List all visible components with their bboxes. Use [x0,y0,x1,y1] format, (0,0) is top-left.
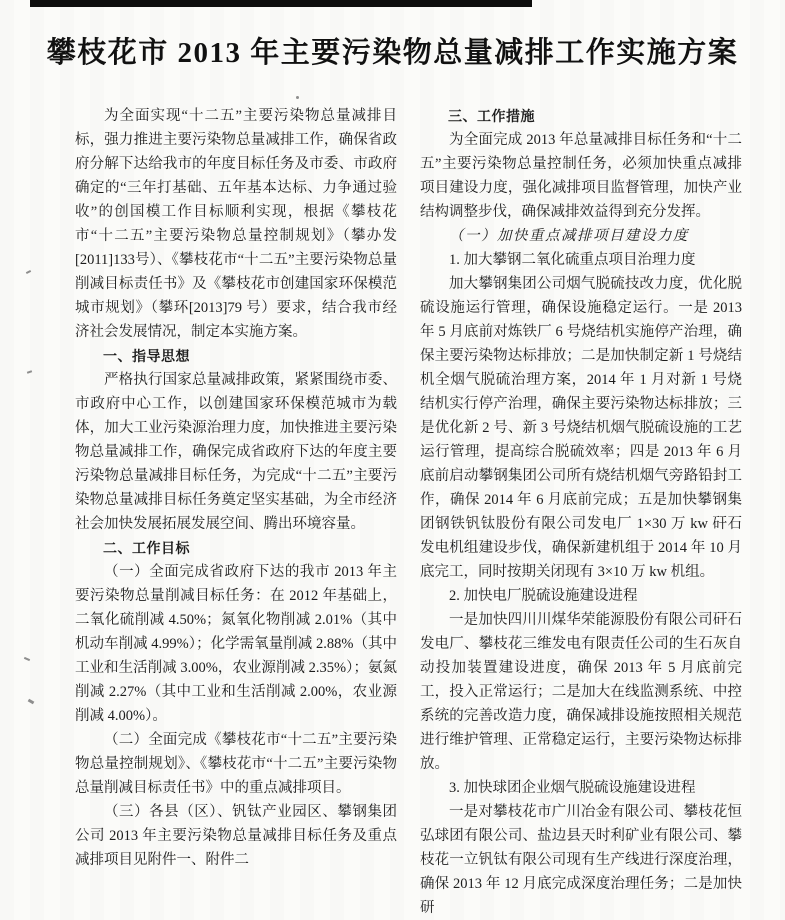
page-title: 攀枝花市 2013 年主要污染物总量减排工作实施方案 [46,37,739,69]
document-body [75,104,742,920]
scan-speck [24,657,30,661]
paragraph-measures-intro: 为全面完成 2013 年总量减排目标任务和“十二五”主要污染物总量控制任务，必须加快重点减排项目建设力度，强化减排项目监督管理，加快产业结构调整步伐，确保减排效益得到充分发挥。 [420,132,742,220]
paragraph-power-plant: 一是加快四川川煤华荣能源股份有限公司矸石发电厂、攀枝花三维发电有限责任公司的生石灰自动投加装置建设进度，确保 2013 年 5 月底前完工，投入正常运行；二是加大在线监测系统、中控系统的完善改造力度，确保减排设施按照相关规范进行维护管理、正常稳定运行，主要污染物达标排放。 [420,612,742,772]
paragraph-target-2: （二）全面完成《攀枝花市“十二五”主要污染物总量控制规划》、《攀枝花市“十二五”主要污染物总量削减目标责任书》中的重点减排项目。 [75,732,397,796]
scan-speck [26,270,31,274]
paragraph-target-3: （三）各县（区）、钒钛产业园区、攀钢集团公司 2013 年主要污染物总量减排目标任务及重点减排项目见附件一、附件二 [75,804,397,868]
paragraph-intro: 为全面实现“十二五”主要污染物总量减排目标，强力推进主要污染物总量减排工作，确保省政府分解下达给我市的年度目标任务及市委、市政府确定的“三年打基础、五年基本达标、力争通过验收”的创国模工作目标顺利实现，根据《攀枝花市“十二五”主要污染物总量控制规划》（攀办发[2011]133号）、《攀枝花市“十二五”主要污染物总量削减目标责任书》及《攀枝花市创建国家环保模范城市规划》（攀环[2013]79 号）要求，结合我市经济社会发展情况，制定本实施方案。 [75,108,397,340]
section-heading-guiding-ideology: 一、指导思想 [103,348,190,364]
subsection-heading-key-projects: （一）加快重点减排项目建设力度 [449,228,689,244]
section-heading-work-targets: 二、工作目标 [103,540,190,556]
paragraph-pellet-plants: 一是对攀枝花市广川冶金有限公司、攀枝花恒弘球团有限公司、盐边县天时利矿业有限公司、攀枝花一立钒钛有限公司现有生产线进行深度治理，确保 2013 年 12 月底完成深度治理任务；二是加快研 [420,804,742,916]
paragraph-pangang-so2: 加大攀钢集团公司烟气脱硫技改力度，优化脱硫设施运行管理，确保设施稳定运行。一是 2013 年 5 月底前对炼铁厂 6 号烧结机实施停产治理，确保主要污染物达标排放；二是加快制定新 1 号烧结机全烟气脱硫治理方案，2014 年 1 月对新 1 号烧结机实行停产治理，确保主要污染物达标排放；三是优化新 2 号、新 3 号烧结机烟气脱硫设施的工艺运行管理，提高综合脱硫效率；四是 2013 年 6 月底前启动攀钢集团公司所有烧结机烟气旁路铅封工作，确保 2014 年 6 月底前完成；五是加快攀钢集团钢铁钒钛股份有限公司发电厂 1×30 万 kw 矸石发电机组建设步伐，确保新建机组于 2014 年 10 月底完工，同时按期关闭现有 3×10 万 kw 机组。 [420,276,742,580]
item-heading-pellet-plants: 3. 加快球团企业烟气脱硫设施建设进程 [449,780,696,796]
paragraph-guiding-ideology: 严格执行国家总量减排政策，紧紧围绕市委、市政府中心工作，以创建国家环保模范城市为载体，加大工业污染源治理力度，加快推进主要污染物总量减排工作，确保完成省政府下达的年度主要污染物总量减排目标任务，为完成“十二五”主要污染物总量减排目标任务奠定坚实基础，为全市经济社会加快发展拓展发展空间、腾出环境容量。 [75,372,397,532]
item-heading-power-plant: 2. 加快电厂脱硫设施建设进程 [449,588,638,604]
scan-top-edge-bar [30,0,532,7]
item-heading-pangang-so2: 1. 加大攀钢二氧化硫重点项目治理力度 [449,252,696,268]
paragraph-target-1: （一）全面完成省政府下达的我市 2013 年主要污染物总量削减目标任务：在 2012 年基础上，二氧化硫削减 4.50%；氮氧化物削减 2.01%（其中机动车削减 4.99%）；化学需氧量削减 2.88%（其中工业和生活削减 3.00%，农业源削减 2.35%）；氨氮削减 2.27%（其中工业和生活削减 2.00%，农业源削减 4.00%）。 [75,564,397,724]
scan-speck [28,699,35,705]
scan-speck [27,370,32,374]
section-heading-work-measures: 三、工作措施 [448,108,535,124]
right-column [420,104,742,920]
left-column [75,104,397,920]
scan-speck [296,96,299,99]
